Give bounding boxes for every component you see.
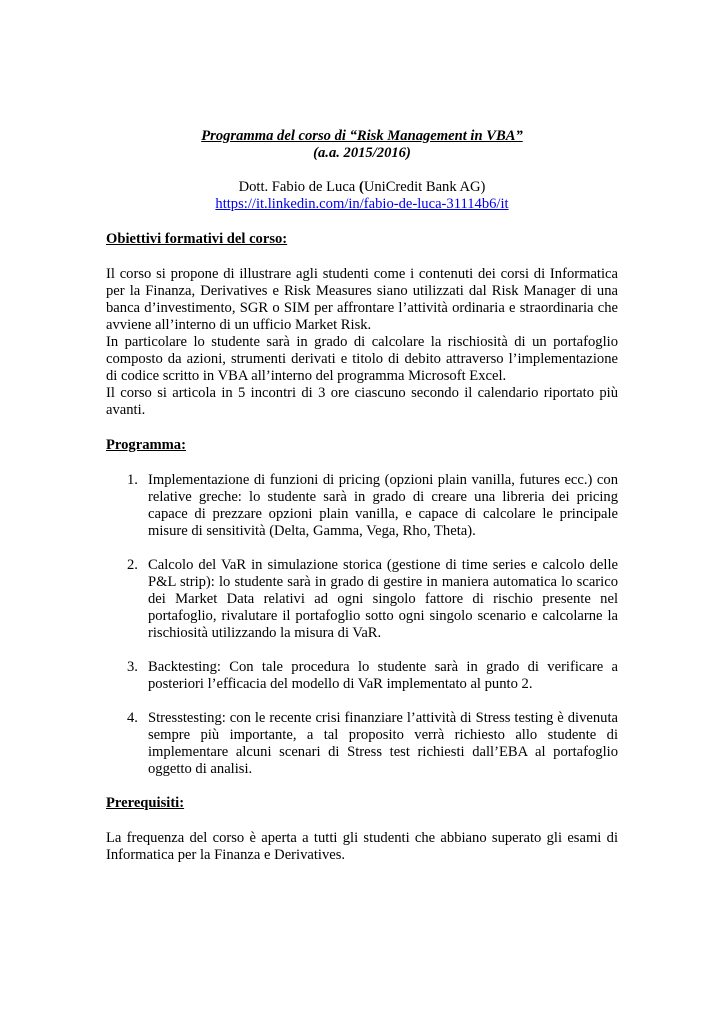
linkedin-link[interactable]: https://it.linkedin.com/in/fabio-de-luca-31114b6/it [215, 196, 509, 212]
list-item [106, 659, 618, 693]
objectives-paragraph-2: In particolare lo studente sarà in grado di calcolare la rischiosità di un portafoglio composto da azioni, strumenti derivati e titolo di debito attraverso l’implementazione di codice scritto in VBA all’interno del programma Microsoft Excel. [106, 334, 618, 384]
author-affiliation: UniCredit Bank AG) [363, 179, 486, 195]
list-item-number: 1. [127, 472, 138, 488]
program-heading: Programma: [106, 437, 186, 453]
list-item-text: Calcolo del VaR in simulazione storica (gestione di time series e calcolo delle P&L strip): lo studente sarà in grado di gestire in maniera automatica lo scarico dei Market Data relativi ad ogni singolo fattore di rischio presente nel portafoglio, rivalutare il portafoglio sotto ogni singolo scenario e calcolarne la rischiosità utilizzando la misura di VaR. [148, 557, 618, 641]
linkedin-link-line [106, 196, 618, 213]
list-item-text: Backtesting: Con tale procedura lo studente sarà in grado di verificare a posteriori l’efficacia del modello di VaR implementato al punto 2. [148, 659, 618, 692]
document-page [106, 128, 618, 864]
list-item-text: Stresstesting: con le recente crisi finanziare l’attività di Stress testing è divenuta sempre più importante, a tal proposito verrà richiesto allo studente di implementare alcuni scenari di Stress test richiesti dall’EBA al portafoglio oggetto di analisi. [148, 710, 618, 777]
objectives-heading: Obiettivi formativi del corso: [106, 231, 288, 247]
list-item-number: 2. [127, 557, 138, 573]
objectives-paragraph-1: Il corso si propone di illustrare agli studenti come i contenuti dei corsi di Informatica per la Finanza, Derivatives e Risk Measures siano utilizzati dal Risk Manager di una banca d’investimento, SGR o SIM per affrontare l’attività ordinaria e straordinaria che avviene all’interno di un ufficio Market Risk. [106, 266, 618, 333]
academic-year: (a.a. 2015/2016) [313, 145, 411, 161]
author-name: Dott. Fabio de Luca [238, 179, 359, 195]
list-item [106, 472, 618, 540]
program-list [106, 472, 618, 778]
objectives-section [106, 266, 618, 419]
list-item [106, 710, 618, 778]
author-line [106, 179, 618, 196]
author-paren: ( [358, 179, 364, 195]
objectives-paragraph-3: Il corso si articola in 5 incontri di 3 ore ciascuno secondo il calendario riportato più avanti. [106, 385, 618, 418]
list-item [106, 557, 618, 642]
prerequisites-heading: Prerequisiti: [106, 795, 185, 811]
list-item-number: 3. [127, 659, 138, 675]
prerequisites-text: La frequenza del corso è aperta a tutti gli studenti che abbiano superato gli esami di Informatica per la Finanza e Derivatives. [106, 830, 618, 863]
document-title: Programma del corso di “Risk Management in VBA” [201, 128, 523, 144]
list-item-text: Implementazione di funzioni di pricing (opzioni plain vanilla, futures ecc.) con relative greche: lo studente sarà in grado di creare una libreria dei pricing capace di prezzare opzioni plain vanilla, e capace di calcolare le principale misure di sensitività (Delta, Gamma, Vega, Rho, Theta). [148, 472, 618, 539]
list-item-number: 4. [127, 710, 138, 726]
